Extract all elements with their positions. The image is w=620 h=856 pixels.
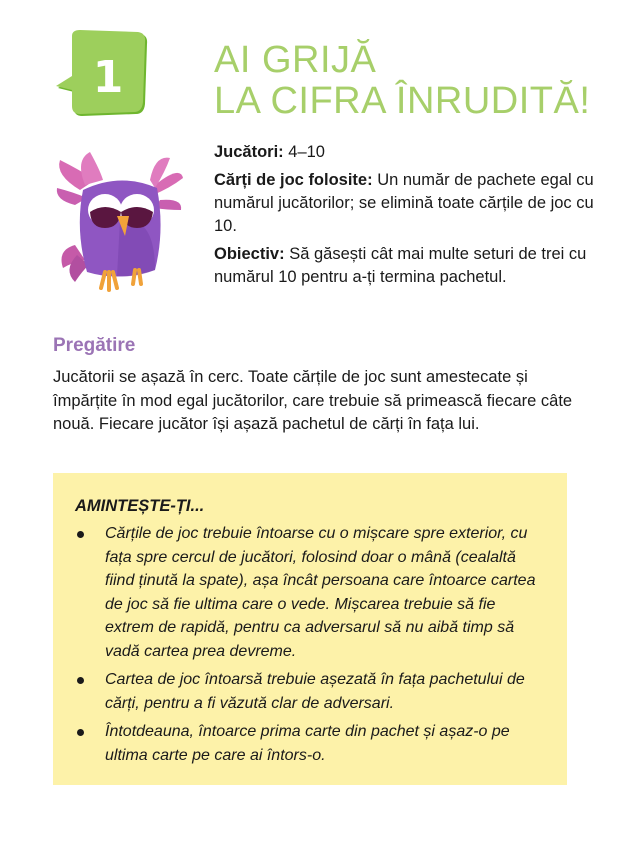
title-line-2: LA CIFRA ÎNRUDITĂ! <box>214 80 591 122</box>
cards-label: Cărți de joc folosite: <box>214 171 373 189</box>
cards-info <box>214 169 594 238</box>
preparation-text: Jucătorii se așază în cerc. Toate cărțile de joc sunt amestecate și împărțite în mod egal jucătorilor, care trebuie să primească fiecare câte nouă. Fiecare jucător își așază pachetul de cărți în fața lui. <box>53 368 573 433</box>
title-line-1: AI GRIJĂ <box>214 39 377 81</box>
remember-list <box>75 522 545 767</box>
bullet-icon <box>77 531 84 538</box>
list-item <box>75 522 545 663</box>
owl-icon <box>55 150 185 295</box>
remember-item-text: Întotdeauna, întoarce prima carte din pachet și așaz-o pe ultima carte pe care ai întors-o. <box>105 723 510 764</box>
game-info <box>214 141 594 294</box>
list-item <box>75 668 545 715</box>
game-number-badge <box>52 30 152 122</box>
remember-item-text: Cartea de joc întoarsă trebuie așezată în fața pachetului de cărți, pentru a fi văzută clar de adversari. <box>105 671 525 712</box>
players-value: 4–10 <box>288 143 325 161</box>
cards-value: Un număr de pachete egal cu numărul jucătorilor; se elimină toate cărțile de joc cu 10. <box>214 171 594 235</box>
objective-info <box>214 243 594 289</box>
remember-item-text: Cărțile de joc trebuie întoarse cu o mișcare spre exterior, cu fața spre cercul de jucători, folosind doar o mână (cealaltă fiind ținută la spate), așa încât persoana care întoarce cartea de joc să fie ultima care o vede. Mișcarea trebuie să fie extrem de rapidă, pentru ca adversarul să nu aibă timp să vadă cartea prea devreme. <box>105 525 536 660</box>
objective-label: Obiectiv: <box>214 245 285 263</box>
preparation-heading: Pregătire <box>53 335 136 356</box>
objective-value: Să găsești cât mai multe seturi de trei cu numărul 10 pentru a-ți termina pachetul. <box>214 245 587 286</box>
page-title <box>214 40 590 122</box>
remember-box <box>53 473 567 785</box>
bullet-icon <box>77 729 84 736</box>
players-label: Jucători: <box>214 143 284 161</box>
game-number: 1 <box>92 52 124 103</box>
list-item <box>75 720 545 767</box>
remember-heading: AMINTEȘTE-ȚI... <box>75 497 205 515</box>
bullet-icon <box>77 677 84 684</box>
players-info <box>214 141 594 164</box>
